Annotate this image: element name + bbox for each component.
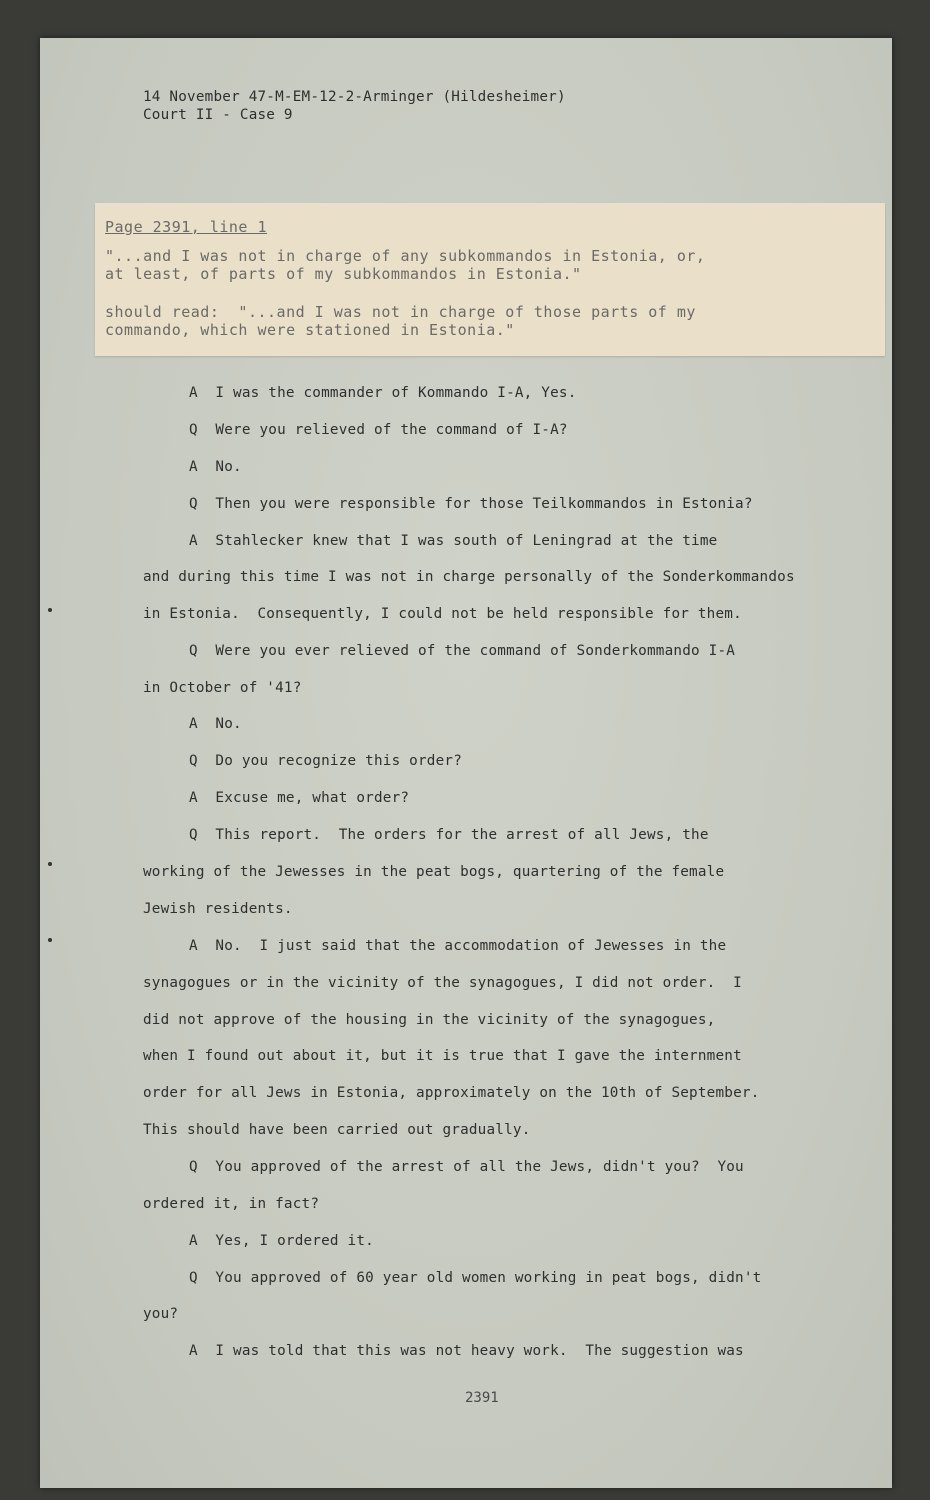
margin-mark [48, 608, 52, 612]
body-line: ordered it, in fact? [143, 1196, 320, 1212]
document-page [40, 38, 892, 1488]
body-line: A Excuse me, what order? [189, 790, 410, 806]
body-line: A No. [189, 459, 242, 475]
body-line: A No. I just said that the accommodation of Jewesses in the [189, 938, 727, 954]
body-line: when I found out about it, but it is true that I gave the internment [143, 1048, 742, 1064]
body-line: and during this time I was not in charge personally of the Sonderkommandos [143, 569, 795, 585]
body-line: Q You approved of the arrest of all the Jews, didn't you? You [189, 1159, 744, 1175]
body-line: synagogues or in the vicinity of the synagogues, I did not order. I [143, 975, 742, 991]
slip-quote-line-1: "...and I was not in charge of any subkommandos in Estonia, or, [105, 247, 706, 265]
body-line: in Estonia. Consequently, I could not be held responsible for them. [143, 606, 742, 622]
body-line: Jewish residents. [143, 901, 293, 917]
body-line: Q Then you were responsible for those Teilkommandos in Estonia? [189, 496, 753, 512]
body-line: did not approve of the housing in the vicinity of the synagogues, [143, 1012, 716, 1028]
margin-mark [48, 938, 52, 942]
body-line: you? [143, 1306, 179, 1322]
body-line: Q This report. The orders for the arrest of all Jews, the [189, 827, 709, 843]
slip-reference: Page 2391, line 1 [105, 218, 268, 236]
body-line: order for all Jews in Estonia, approximately on the 10th of September. [143, 1085, 760, 1101]
slip-read-line-2: commando, which were stationed in Estonia." [105, 321, 515, 339]
body-line: Q Do you recognize this order? [189, 753, 463, 769]
body-line: in October of '41? [143, 680, 302, 696]
body-line: Q Were you ever relieved of the command of Sonderkommando I-A [189, 643, 736, 659]
page-number: 2391 [465, 1390, 499, 1406]
body-line: working of the Jewesses in the peat bogs, quartering of the female [143, 864, 725, 880]
slip-quote-line-2: at least, of parts of my subkommandos in Estonia." [105, 265, 582, 283]
header-line-1: 14 November 47-M-EM-12-2-Arminger (Hildesheimer) [143, 89, 566, 105]
correction-slip [95, 203, 885, 356]
body-line: A I was told that this was not heavy work. The suggestion was [189, 1343, 744, 1359]
body-line: A Yes, I ordered it. [189, 1233, 374, 1249]
body-line: A Stahlecker knew that I was south of Leningrad at the time [189, 533, 718, 549]
slip-read-line-1: should read: "...and I was not in charge of those parts of my [105, 303, 696, 321]
body-line: A I was the commander of Kommando I-A, Yes. [189, 385, 577, 401]
body-line: This should have been carried out gradually. [143, 1122, 531, 1138]
body-line: Q Were you relieved of the command of I-A? [189, 422, 568, 438]
body-line: Q You approved of 60 year old women working in peat bogs, didn't [189, 1270, 762, 1286]
body-line: A No. [189, 716, 242, 732]
margin-mark [48, 862, 52, 866]
header-line-2: Court II - Case 9 [143, 107, 293, 123]
